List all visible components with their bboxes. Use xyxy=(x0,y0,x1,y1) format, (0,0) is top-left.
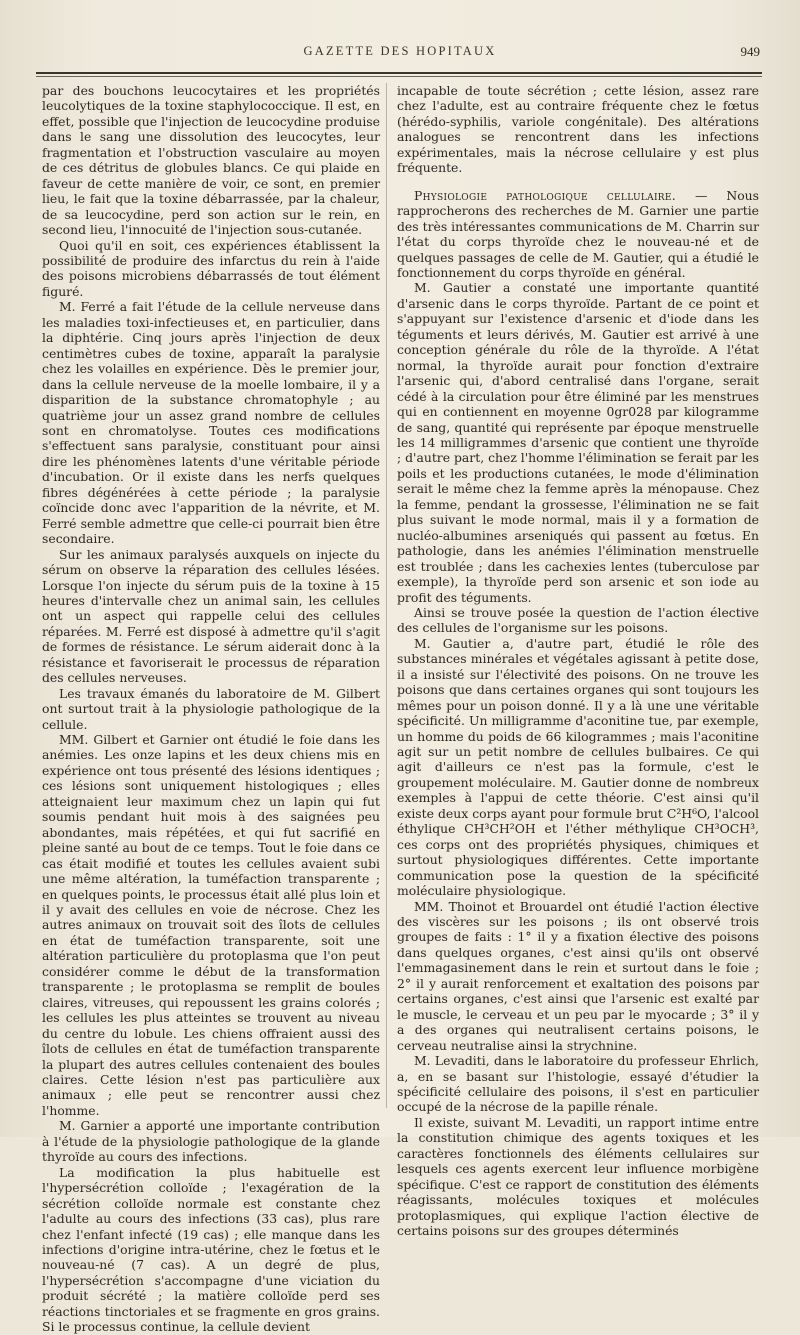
running-head xyxy=(0,44,800,64)
paragraph: MM. Thoinot et Brouardel ont étudié l'action élective des viscères sur les poisons ; ils ont observé trois groupes de faits : 1° il y a fixation élective des poisons dans quelques organes, c'est ainsi qu'ils ont observé l'emmagasinement dans le rein et surtout dans le foie ; 2° il y aurait renforcement et exaltation des poisons par certains organes, c'est ainsi que l'arsenic est exalté par le muscle, le cerveau et un peu par le myocarde ; 3° il y a des organes qui neutralisent certains poisons, le cerveau neutralise ainsi la strychnine. xyxy=(397,898,759,1053)
section-heading: Physiologie pathologique cellulaire. — xyxy=(414,187,708,203)
paragraph: M. Gautier a, d'autre part, étudié le rôle des substances minérales et végétales agissant à petite dose, il a insisté sur l'électivité des poisons. On ne trouve les poisons que dans certaines organes qui sont toujours les mêmes pour un poison donné. Il y a là une une véritable spécificité. Un milligramme d'aconitine tue, par exemple, un homme du poids de 66 kilogrammes ; mais l'aconitine agit sur un petit nombre de cellules bulbaires. Ce qui agit d'ailleurs ce n'est pas la formule, c'est le groupement moléculaire. M. Gautier donne de nombreux exemples à l'appui de cette théorie. C'est ainsi qu'il existe deux corps ayant pour formule brut C²H⁶O, l'alcool éthylique CH³CH²OH et l'éther méthylique CH³OCH³, ces corps ont des propriétés physiques, chimiques et surtout physiologiques différentes. Cette importante communication pose la question de la spécificité moléculaire physiologique. xyxy=(397,635,759,899)
paragraph: M. Garnier a apporté une importante contribution à l'étude de la physiologie pathologique de la glande thyroïde au cours des infections. xyxy=(42,1118,380,1165)
header-rule-thin xyxy=(36,76,762,77)
paragraph-text: Nous rapprocherons des recherches de M. Garnier une partie des très intéressantes communications de M. Charrin sur l'état du corps thyroïde chez le nouveau-né et de quelques passages de celle de M. Gautier, qui a étudié le fonctionnement du corps thyroïde en général. xyxy=(397,187,759,280)
paragraph: M. Ferré a fait l'étude de la cellule nerveuse dans les maladies toxi-infectieuses et, en particulier, dans la diphtérie. Cinq jours après l'injection de deux centimètres cubes de toxine, apparaît la paralysie chez les volailles en expérience. Dès le premier jour, dans la cellule nerveuse de la moelle lombaire, il y a disparition de la substance chromatophyle ; au quatrième jour un assez grand nombre de cellules sont en chromatolyse. Toutes ces modifications s'effectuent sans paralysie, constituant pour ainsi dire les phénomènes latents d'une véritable période d'incubation. Or il existe dans les nerfs quelques fibres dégénérées à cette période ; la paralysie coïncide donc avec l'apparition de la névrite, et M. Ferré semble admettre que celle-ci pourrait bien être secondaire. xyxy=(42,299,380,547)
paragraph: Les travaux émanés du laboratoire de M. Gilbert ont surtout trait à la physiologie pathologique de la cellule. xyxy=(42,685,380,732)
paragraph: MM. Gilbert et Garnier ont étudié le foie dans les anémies. Les onze lapins et les deux chiens mis en expérience ont tous présenté des lésions identiques ; ces lésions sont uniquement histologiques ; elles atteignaient leur maximum chez un lapin qui fut soumis pendant huit mois à des saignées peu abondantes, mais répétées, et qui fut sacrifié en pleine santé au bout de ce temps. Tout le foie dans ce cas était modifié et toutes les cellules avaient subi une même altération, la tuméfaction transparente ; en quelques points, le processus était allé plus loin et il y avait des cellules en voie de nécrose. Chez les autres animaux on trouvait soit des îlots de cellules en état de tuméfaction transparente, soit une altération particulière du protoplasma que l'on peut considérer comme le début de la transformation transparente ; le protoplasma se remplit de boules claires, vitreuses, qui repoussent les grains colorés ; les cellules les plus atteintes se trouvent au niveau du centre du lobule. Les chiens offraient aussi des îlots de cellules en état de tuméfaction transparente la plupart des autres cellules contenaient des boules claires. Cette lésion n'est pas particulière aux animaux ; elle peut se rencontrer aussi chez l'homme. xyxy=(42,732,380,1118)
page-number: 949 xyxy=(740,44,760,59)
header-rule-thick xyxy=(36,72,762,74)
paragraph: M. Gautier a constaté une importante quantité d'arsenic dans le corps thyroïde. Partant de ce point et s'appuyant sur l'existence d'arsenic et d'iode dans les téguments et leurs dérivés, M. Gautier est arrivé à une conception générale du rôle de la thyroïde. A l'état normal, la thyroïde aurait pour fonction d'extraire l'arsenic qui, d'abord centralisé dans l'organe, serait cédé à la circulation pour être éliminé par les menstrues qui en contiennent en moyenne 0gr028 par kilogramme de sang, quantité qui représente par époque menstruelle les 14 milligrammes d'arsenic que contient une thyroïde ; d'autre part, chez l'homme l'élimination se ferait par les poils et les productions cutanées, le mode d'élimination serait le même chez la femme après la ménopause. Chez la femme, pendant la grossesse, l'élimination ne se fait plus suivant le mode normal, mais il y a formation de nucléo-albumines arseniqués qui passent au fœtus. En pathologie, dans les anémies l'élimination menstruelle est troublée ; dans les cachexies lentes (tuberculose par exemple), la thyroïde perd son arsenic et son iode au profit des téguments. xyxy=(397,280,759,605)
paragraph: par des bouchons leucocytaires et les propriétés leucolytiques de la toxine staphylococcique. Il est, en effet, possible que l'injection de leucocydine produise dans le sang une dissolution des leucocytes, leur fragmentation et l'obstruction vasculaire au moyen de ces détritus de globules blancs. Ce qui plaide en faveur de cette manière de voir, ce sont, en premier lieu, le fait que la toxine débarrassée, par la chaleur, de sa leucocydine, perd son action sur le rein, en second lieu, l'innocuité de l'injection sous-cutanée. xyxy=(42,83,380,238)
paragraph: Quoi qu'il en soit, ces expériences établissent la possibilité de produire des infarctus du rein à l'aide des poisons microbiens débarrassés de tout élément figuré. xyxy=(42,237,380,299)
paragraph: M. Levaditi, dans le laboratoire du professeur Ehrlich, a, en se basant sur l'histologie, essayé d'étudier la spécificité cellulaire des poisons, il s'est en particulier occupé de la nécrose de la papille rénale. xyxy=(397,1053,759,1115)
left-column xyxy=(42,83,380,1335)
paragraph: incapable de toute sécrétion ; cette lésion, assez rare chez l'adulte, est au contraire fréquente chez le fœtus (hérédo-syphilis, variole congénitale). Des altérations analogues se rencontrent dans les infections expérimentales, mais la nécrose cellulaire y est plus fréquente. xyxy=(397,83,759,176)
paragraph: Il existe, suivant M. Levaditi, un rapport intime entre la constitution chimique des agents toxiques et les caractères fonctionnels des éléments cellulaires sur lesquels ces agents exercent leur influence morbigène spécifique. C'est ce rapport de constitution des éléments réagissants, molécules toxiques et molécules protoplasmiques, qui explique l'action élective de certains poisons sur des groupes déterminés xyxy=(397,1114,759,1239)
column-divider xyxy=(386,83,387,1108)
paragraph: La modification la plus habituelle est l'hypersécrétion colloïde ; l'exagération de la sécrétion colloïde normale est constante chez l'adulte au cours des infections (33 cas), plus rare chez l'enfant infecté (19 cas) ; elle manque dans les infections d'origine intra-utérine, chez le fœtus et le nouveau-né (7 cas). A un degré de plus, l'hypersécrétion s'accompagne d'une viciation du produit sécrété ; la matière colloïde perd ses réactions tinctoriales et se fragmente en gros grains. Si le processus continue, la cellule devient xyxy=(42,1164,380,1335)
paragraph: Sur les animaux paralysés auxquels on injecte du sérum on observe la réparation des cellules lésées. Lorsque l'on injecte du sérum puis de la toxine à 15 heures d'intervalle chez un animal sain, les cellules ont un aspect qui rappelle celui des cellules réparées. M. Ferré est disposé à admettre qu'il s'agit de formes de résistance. Le sérum aiderait donc à la résistance et favoriserait le processus de réparation des cellules nerveuses. xyxy=(42,546,380,686)
right-column xyxy=(397,83,759,1239)
paragraph: Ainsi se trouve posée la question de l'action élective des cellules de l'organisme sur les poisons. xyxy=(397,604,759,636)
journal-title: GAZETTE DES HOPITAUX xyxy=(303,44,497,58)
section-paragraph xyxy=(397,188,759,281)
